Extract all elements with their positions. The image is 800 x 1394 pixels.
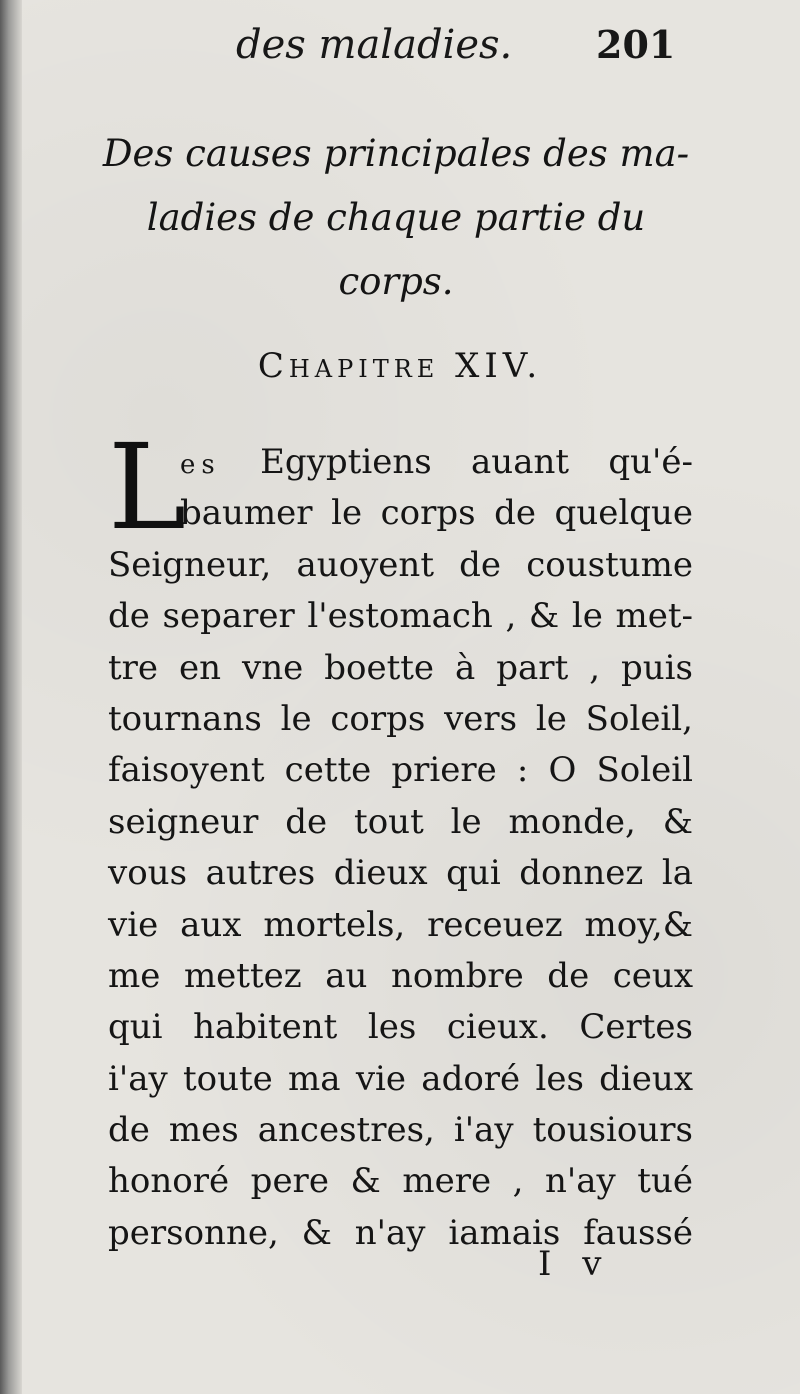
text-line-1	[108, 437, 693, 488]
text-line-11: me mettez au nombre de ceux	[108, 955, 693, 996]
heading-line-3: corps.	[338, 260, 454, 303]
text-line-6: tournans le corps vers le Soleil,	[108, 698, 693, 739]
text-line-16: personne, & n'ay iamais faussé	[108, 1212, 693, 1253]
heading-line-2: ladies de chaque partie du	[146, 196, 646, 239]
text-line-5: tre en vne boette à part , puis	[108, 647, 693, 688]
running-title: des maladies.	[236, 22, 513, 68]
text-line-8: seigneur de tout le monde, &	[108, 801, 693, 842]
running-head	[0, 18, 800, 78]
page-gutter-shadow	[0, 0, 22, 1394]
text-line-1-rest: Egyptiens auant qu'é-	[260, 442, 694, 482]
text-line-13: i'ay toute ma vie adoré les dieux	[108, 1058, 693, 1099]
text-line-7: faisoyent cette priere : O Soleil	[108, 750, 693, 791]
page-number: 201	[596, 22, 676, 67]
text-line-14: de mes ancestres, i'ay tousiours	[108, 1110, 693, 1151]
text-line-15: honoré pere & mere , n'ay tué	[108, 1161, 693, 1202]
section-heading	[96, 122, 696, 314]
text-line-2: baumer le corps de quelque	[180, 493, 693, 534]
text-line-4: de separer l'estomach , & le met-	[108, 596, 693, 637]
drop-cap: L	[108, 418, 187, 556]
text-line-9: vous autres dieux qui donnez la	[108, 853, 693, 894]
catchword-signature: I v	[538, 1244, 612, 1284]
text-line-3: Seigneur, auoyent de coustume	[108, 544, 693, 585]
chapter-label: Chapitre XIV.	[257, 346, 543, 386]
text-line-10: vie aux mortels, receuez moy,&	[108, 904, 693, 945]
small-caps-opening: es	[180, 450, 221, 480]
text-line-12: qui habitent les cieux. Certes	[108, 1007, 693, 1048]
heading-line-1: Des causes principales des ma-	[102, 132, 690, 175]
body-text	[108, 418, 694, 1259]
